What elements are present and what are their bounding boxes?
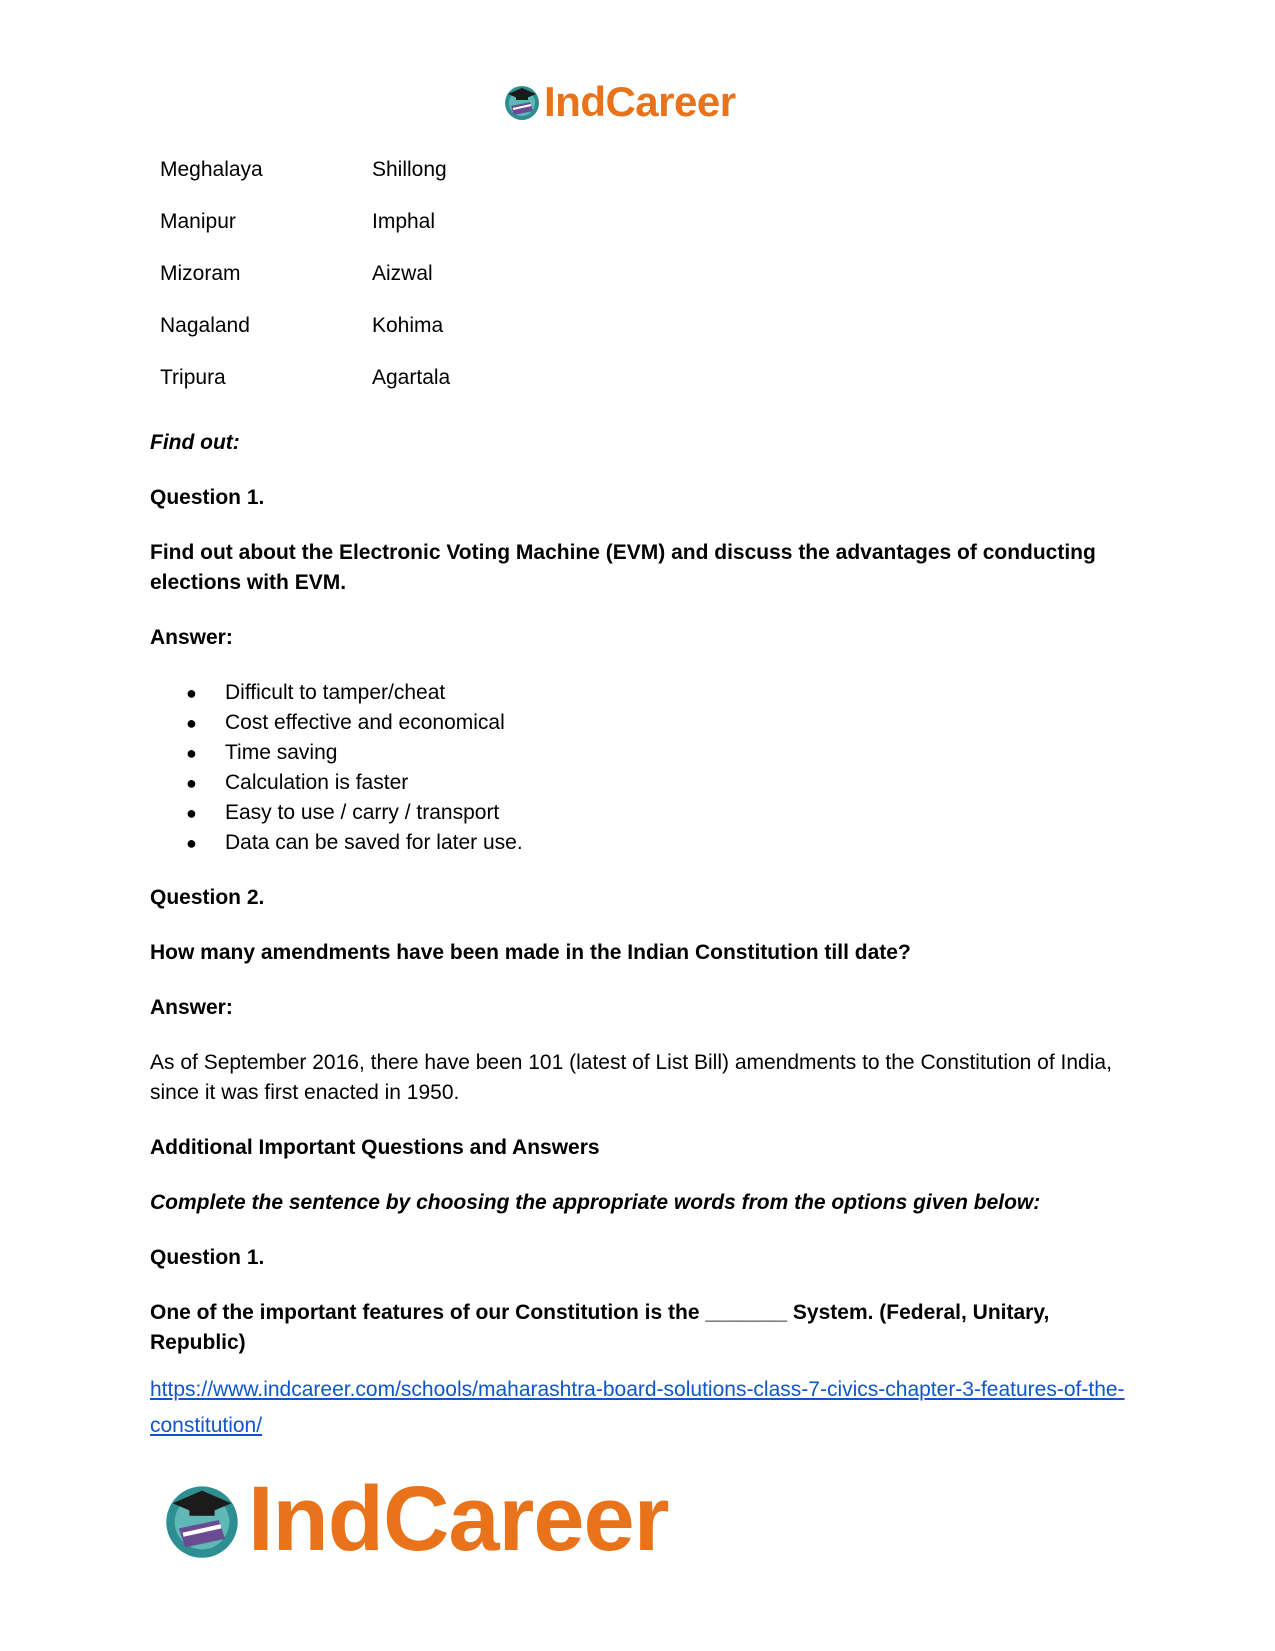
answer-1-label: Answer: xyxy=(150,626,233,649)
table-row xyxy=(160,364,450,416)
list-item xyxy=(150,798,1130,828)
instruction-text: Complete the sentence by choosing the appropriate words from the options given below: xyxy=(150,1191,1041,1214)
footer-logo xyxy=(160,1467,669,1572)
state-name: Tripura xyxy=(160,366,226,389)
state-name: Meghalaya xyxy=(160,158,263,181)
list-item xyxy=(150,738,1130,768)
additional-heading: Additional Important Questions and Answers xyxy=(150,1136,600,1159)
table-row xyxy=(160,312,450,364)
list-item xyxy=(150,828,1130,858)
state-capital: Imphal xyxy=(372,210,436,233)
document-body xyxy=(150,428,1130,1444)
source-link[interactable]: https://www.indcareer.com/schools/maharashtra-board-solutions-class-7-civics-chapter-3-features-of-the-constitution/ xyxy=(150,1378,1125,1437)
find-out-heading: Find out: xyxy=(150,431,240,454)
bullet-icon: ● xyxy=(186,713,197,733)
list-item xyxy=(150,708,1130,738)
state-capital-table xyxy=(160,156,450,416)
question-2-label: Question 2. xyxy=(150,886,265,909)
bullet-icon: ● xyxy=(186,833,197,853)
state-capital: Kohima xyxy=(372,314,444,337)
list-item-text: Difficult to tamper/cheat xyxy=(225,681,446,704)
graduation-cap-icon xyxy=(160,1478,244,1562)
additional-question-1-text: One of the important features of our Constitution is the _______ System. (Federal, Unitary, Republic) xyxy=(150,1301,1050,1354)
state-capital: Agartala xyxy=(372,366,451,389)
list-item xyxy=(150,768,1130,798)
bullet-icon: ● xyxy=(186,743,197,763)
bullet-icon: ● xyxy=(186,803,197,823)
list-item-text: Data can be saved for later use. xyxy=(225,831,523,854)
table-row xyxy=(160,208,450,260)
state-capital: Shillong xyxy=(372,158,447,181)
list-item-text: Calculation is faster xyxy=(225,771,409,794)
answer-2-text: As of September 2016, there have been 101 (latest of List Bill) amendments to the Constitution of India, since it was first enacted in 1950. xyxy=(150,1051,1112,1104)
answer-1-list xyxy=(150,678,1130,858)
question-1-text: Find out about the Electronic Voting Machine (EVM) and discuss the advantages of conducting elections with EVM. xyxy=(150,541,1096,594)
state-capital: Aizwal xyxy=(372,262,433,285)
graduation-cap-icon xyxy=(502,82,542,122)
state-name: Manipur xyxy=(160,210,236,233)
answer-2-label: Answer: xyxy=(150,996,233,1019)
table-row xyxy=(160,260,450,312)
list-item-text: Easy to use / carry / transport xyxy=(225,801,500,824)
logo-text: IndCareer xyxy=(248,1468,669,1570)
question-1-label: Question 1. xyxy=(150,486,265,509)
table-row xyxy=(160,156,450,208)
list-item xyxy=(150,678,1130,708)
bullet-icon: ● xyxy=(186,683,197,703)
bullet-icon: ● xyxy=(186,773,197,793)
logo-text: IndCareer xyxy=(544,78,736,125)
question-2-text: How many amendments have been made in the Indian Constitution till date? xyxy=(150,941,911,964)
header-logo xyxy=(502,78,736,126)
list-item-text: Time saving xyxy=(225,741,338,764)
list-item-text: Cost effective and economical xyxy=(225,711,505,734)
state-name: Mizoram xyxy=(160,262,241,285)
additional-question-1-label: Question 1. xyxy=(150,1246,265,1269)
state-name: Nagaland xyxy=(160,314,250,337)
